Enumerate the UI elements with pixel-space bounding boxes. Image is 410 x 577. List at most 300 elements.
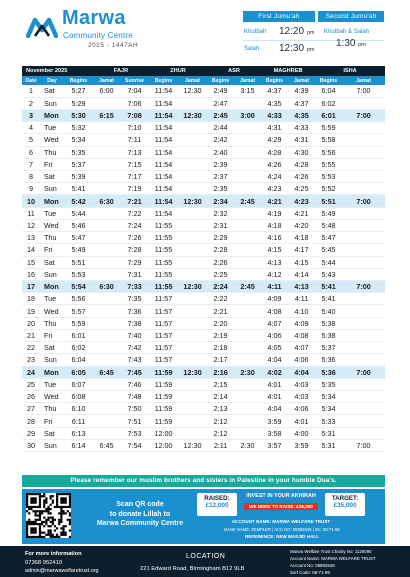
table-cell: 11:54 bbox=[149, 146, 178, 158]
table-cell: 5:38 bbox=[315, 329, 342, 341]
table-cell: 5:53 bbox=[315, 171, 342, 183]
table-cell: 7:43 bbox=[120, 354, 149, 366]
table-cell: 6:02 bbox=[64, 342, 93, 354]
table-cell: 5:49 bbox=[315, 207, 342, 219]
table-cell: 7:26 bbox=[120, 232, 149, 244]
maghreb-heading: MAGHREB bbox=[261, 66, 315, 76]
table-cell: 2:42 bbox=[207, 134, 234, 146]
table-cell: 12:00 bbox=[149, 439, 178, 451]
table-cell: 5:39 bbox=[64, 171, 93, 183]
table-cell: 11:55 bbox=[149, 281, 178, 293]
qr-code[interactable] bbox=[26, 493, 71, 538]
table-cell: 25 bbox=[22, 378, 40, 390]
table-row bbox=[22, 256, 385, 268]
table-cell: 15 bbox=[22, 256, 40, 268]
table-cell: 7:51 bbox=[120, 415, 149, 427]
table-cell bbox=[342, 244, 385, 256]
table-cell bbox=[178, 342, 207, 354]
table-cell bbox=[234, 146, 261, 158]
table-cell: 4:06 bbox=[261, 329, 288, 341]
table-cell: 5:52 bbox=[315, 183, 342, 195]
table-cell: 4:21 bbox=[288, 207, 315, 219]
table-cell: 12 bbox=[22, 219, 40, 231]
table-cell bbox=[342, 378, 385, 390]
table-cell: 5:53 bbox=[64, 268, 93, 280]
table-cell bbox=[234, 329, 261, 341]
table-cell: 13 bbox=[22, 232, 40, 244]
phone-number[interactable]: 07368 952410 bbox=[25, 560, 63, 566]
table-cell: Wed bbox=[40, 390, 64, 402]
table-cell: 11:59 bbox=[149, 403, 178, 415]
table-cell: 5:34 bbox=[315, 390, 342, 402]
table-cell bbox=[178, 329, 207, 341]
raised-label: RAISED: bbox=[204, 495, 230, 502]
table-cell: 4:26 bbox=[261, 158, 288, 170]
table-cell: 7:38 bbox=[120, 317, 149, 329]
table-cell: 18 bbox=[22, 293, 40, 305]
table-cell: 1 bbox=[22, 85, 40, 97]
table-cell: 2:32 bbox=[207, 207, 234, 219]
table-cell: 4:16 bbox=[261, 232, 288, 244]
table-cell: 6 bbox=[22, 146, 40, 158]
table-cell: 11:54 bbox=[149, 122, 178, 134]
table-cell bbox=[342, 207, 385, 219]
table-cell: 6:05 bbox=[64, 366, 93, 378]
table-cell: 3:58 bbox=[261, 427, 288, 439]
table-cell: 6:45 bbox=[93, 439, 120, 451]
table-cell: 5:36 bbox=[315, 366, 342, 378]
table-cell: 11:54 bbox=[149, 109, 178, 121]
table-cell: 6:07 bbox=[64, 378, 93, 390]
table-cell: Wed bbox=[40, 305, 64, 317]
table-cell: 2:26 bbox=[207, 256, 234, 268]
table-cell bbox=[234, 317, 261, 329]
table-cell: 4:07 bbox=[261, 317, 288, 329]
second-jumuah-time: 1:30 pm bbox=[336, 38, 366, 49]
table-cell bbox=[234, 378, 261, 390]
table-cell: 4:24 bbox=[261, 171, 288, 183]
table-cell: 2:12 bbox=[207, 415, 234, 427]
table-cell: Sat bbox=[40, 427, 64, 439]
table-cell: 5:34 bbox=[315, 403, 342, 415]
table-cell bbox=[178, 403, 207, 415]
table-cell: 4:01 bbox=[288, 415, 315, 427]
table-cell bbox=[93, 268, 120, 280]
table-row bbox=[22, 109, 385, 121]
table-cell bbox=[178, 378, 207, 390]
table-cell: 5:35 bbox=[64, 146, 93, 158]
table-row bbox=[22, 317, 385, 329]
table-row bbox=[22, 427, 385, 439]
table-cell: 6:13 bbox=[64, 427, 93, 439]
khutbah-label: Khutbah bbox=[244, 29, 267, 35]
salah-time: 12:30 pm bbox=[279, 43, 315, 54]
info-title: For more information bbox=[25, 551, 82, 557]
table-cell: 4:23 bbox=[261, 183, 288, 195]
table-cell: 11 bbox=[22, 207, 40, 219]
table-cell bbox=[178, 244, 207, 256]
table-cell: 2:40 bbox=[207, 146, 234, 158]
table-cell: Tue bbox=[40, 378, 64, 390]
table-cell bbox=[234, 268, 261, 280]
table-cell bbox=[93, 256, 120, 268]
table-cell: 5:29 bbox=[64, 97, 93, 109]
table-cell: Sun bbox=[40, 183, 64, 195]
table-cell: 4:35 bbox=[261, 97, 288, 109]
table-cell: 5:55 bbox=[315, 158, 342, 170]
table-cell: 3:00 bbox=[234, 109, 261, 121]
table-row bbox=[22, 366, 385, 378]
table-cell: 4:33 bbox=[288, 122, 315, 134]
table-cell bbox=[93, 122, 120, 134]
table-cell: 4:04 bbox=[261, 403, 288, 415]
table-cell: 3:59 bbox=[261, 415, 288, 427]
table-cell: 5:36 bbox=[315, 354, 342, 366]
qr-text-line: to donate Lillah to bbox=[109, 510, 171, 518]
table-cell bbox=[93, 403, 120, 415]
table-cell: 2:35 bbox=[207, 183, 234, 195]
table-cell: 2:45 bbox=[234, 281, 261, 293]
table-cell: 7:22 bbox=[120, 207, 149, 219]
table-cell: 12:30 bbox=[178, 366, 207, 378]
table-cell bbox=[234, 390, 261, 402]
table-cell bbox=[93, 183, 120, 195]
table-cell: Sat bbox=[40, 256, 64, 268]
table-cell bbox=[342, 317, 385, 329]
table-cell: 2:17 bbox=[207, 354, 234, 366]
table-cell: 7:00 bbox=[342, 366, 385, 378]
table-cell: Mon bbox=[40, 281, 64, 293]
table-cell: 7:54 bbox=[120, 439, 149, 451]
table-cell: 2:18 bbox=[207, 342, 234, 354]
table-cell: 5:56 bbox=[64, 293, 93, 305]
table-cell: 8 bbox=[22, 171, 40, 183]
table-row bbox=[22, 378, 385, 390]
table-cell: 4:01 bbox=[261, 378, 288, 390]
table-cell: 11:54 bbox=[149, 134, 178, 146]
table-cell bbox=[93, 134, 120, 146]
column-header: Sunrise bbox=[120, 76, 149, 85]
table-cell: 5:41 bbox=[64, 183, 93, 195]
column-header: Jamat bbox=[93, 76, 120, 85]
table-cell: 4:04 bbox=[261, 354, 288, 366]
table-cell: 2:21 bbox=[207, 305, 234, 317]
table-cell: 5:51 bbox=[315, 195, 342, 207]
table-cell: 2:13 bbox=[207, 403, 234, 415]
charity-number: Marwa Welfare Trust Charity No: 1129090 bbox=[290, 549, 372, 554]
table-cell: Mon bbox=[40, 195, 64, 207]
table-cell: 9 bbox=[22, 183, 40, 195]
table-cell bbox=[93, 390, 120, 402]
table-cell: 7:15 bbox=[120, 158, 149, 170]
table-row bbox=[22, 146, 385, 158]
table-cell bbox=[234, 256, 261, 268]
table-cell bbox=[234, 97, 261, 109]
table-cell: 11:55 bbox=[149, 256, 178, 268]
table-cell: Thu bbox=[40, 403, 64, 415]
table-cell: 5:38 bbox=[315, 317, 342, 329]
table-cell: 7:53 bbox=[120, 427, 149, 439]
table-row bbox=[22, 134, 385, 146]
table-cell: 11:57 bbox=[149, 317, 178, 329]
table-cell: 4:19 bbox=[261, 207, 288, 219]
table-cell bbox=[234, 122, 261, 134]
table-cell: 5:41 bbox=[315, 281, 342, 293]
table-cell: 4:11 bbox=[261, 281, 288, 293]
table-cell: Sat bbox=[40, 342, 64, 354]
table-cell: 7:11 bbox=[120, 134, 149, 146]
table-cell: 10 bbox=[22, 195, 40, 207]
table-cell bbox=[234, 354, 261, 366]
table-cell: 7:19 bbox=[120, 183, 149, 195]
table-cell: Thu bbox=[40, 317, 64, 329]
palestine-banner: Please remember our muslim brothers and sisters in Palestine in your humble Dua's. bbox=[22, 475, 385, 487]
table-cell: 11:57 bbox=[149, 354, 178, 366]
table-cell: 5:32 bbox=[64, 122, 93, 134]
table-cell bbox=[342, 403, 385, 415]
table-cell: 4:17 bbox=[288, 244, 315, 256]
table-cell: 6:30 bbox=[93, 195, 120, 207]
table-cell: 5:47 bbox=[64, 232, 93, 244]
zhur-heading: ZHUR bbox=[149, 66, 207, 76]
table-cell: 12:30 bbox=[178, 85, 207, 97]
footer-account-number: Account No: 08892848 bbox=[290, 563, 335, 568]
table-cell: Fri bbox=[40, 415, 64, 427]
table-cell: Mon bbox=[40, 109, 64, 121]
table-cell: 7:46 bbox=[120, 378, 149, 390]
table-cell: 4:11 bbox=[288, 293, 315, 305]
table-cell: 4:31 bbox=[261, 122, 288, 134]
table-cell: 12:00 bbox=[149, 427, 178, 439]
table-cell: 11:55 bbox=[149, 219, 178, 231]
table-cell: 7:42 bbox=[120, 342, 149, 354]
table-cell: 11:54 bbox=[149, 97, 178, 109]
table-cell bbox=[342, 97, 385, 109]
raised-box bbox=[197, 493, 237, 516]
table-cell: 5:45 bbox=[315, 244, 342, 256]
table-cell: 3:57 bbox=[261, 439, 288, 451]
column-header: Date bbox=[22, 76, 40, 85]
address: 221 Edward Road, Birmingham B12 9LB bbox=[140, 566, 245, 572]
table-cell bbox=[342, 232, 385, 244]
table-cell: Tue bbox=[40, 207, 64, 219]
table-cell: 11:55 bbox=[149, 244, 178, 256]
table-cell: 7:17 bbox=[120, 171, 149, 183]
table-cell: 6:10 bbox=[64, 403, 93, 415]
table-cell: 2:12 bbox=[207, 427, 234, 439]
target-box bbox=[325, 493, 365, 516]
table-cell: 5:54 bbox=[64, 281, 93, 293]
table-cell: 29 bbox=[22, 427, 40, 439]
table-row bbox=[22, 329, 385, 341]
table-cell bbox=[234, 207, 261, 219]
table-cell bbox=[234, 134, 261, 146]
table-cell bbox=[93, 354, 120, 366]
table-cell bbox=[342, 158, 385, 170]
column-header: Begins bbox=[207, 76, 234, 85]
table-cell: 4:18 bbox=[261, 219, 288, 231]
table-cell: Sun bbox=[40, 439, 64, 451]
table-row bbox=[22, 354, 385, 366]
table-cell: 14 bbox=[22, 244, 40, 256]
table-cell: 11:54 bbox=[149, 195, 178, 207]
table-row bbox=[22, 195, 385, 207]
table-cell: 4:03 bbox=[288, 390, 315, 402]
table-cell: Wed bbox=[40, 219, 64, 231]
table-cell: 24 bbox=[22, 366, 40, 378]
table-cell: 2:45 bbox=[234, 195, 261, 207]
table-cell: 4:08 bbox=[288, 329, 315, 341]
table-cell: 19 bbox=[22, 305, 40, 317]
table-cell: 5:46 bbox=[64, 219, 93, 231]
table-cell bbox=[178, 158, 207, 170]
table-cell: 5 bbox=[22, 134, 40, 146]
table-cell: 7:31 bbox=[120, 268, 149, 280]
table-cell bbox=[234, 219, 261, 231]
email-link[interactable]: admin@marwawelfaretrust.org bbox=[25, 568, 99, 574]
table-cell: 12:30 bbox=[178, 281, 207, 293]
table-cell: 4:37 bbox=[288, 97, 315, 109]
table-cell: 16 bbox=[22, 268, 40, 280]
table-cell bbox=[342, 415, 385, 427]
table-cell: 6:08 bbox=[64, 390, 93, 402]
table-cell: 4:13 bbox=[288, 281, 315, 293]
khutbah-time: 12:20 pm bbox=[279, 26, 315, 37]
table-cell: 5:31 bbox=[315, 427, 342, 439]
table-cell bbox=[342, 256, 385, 268]
table-cell bbox=[234, 293, 261, 305]
table-cell: 6:45 bbox=[93, 366, 120, 378]
table-cell: 4:09 bbox=[261, 293, 288, 305]
table-cell: 7:36 bbox=[120, 305, 149, 317]
table-cell bbox=[234, 415, 261, 427]
table-cell: 11:54 bbox=[149, 207, 178, 219]
table-cell: 5:44 bbox=[64, 207, 93, 219]
column-header: Begins bbox=[149, 76, 178, 85]
table-cell bbox=[178, 317, 207, 329]
table-cell: Sun bbox=[40, 268, 64, 280]
table-cell bbox=[93, 207, 120, 219]
table-cell bbox=[93, 378, 120, 390]
column-header: Begins bbox=[64, 76, 93, 85]
table-cell: 4:00 bbox=[288, 427, 315, 439]
table-row bbox=[22, 390, 385, 402]
marwa-logo-icon bbox=[26, 14, 58, 38]
table-cell bbox=[178, 427, 207, 439]
table-cell bbox=[342, 134, 385, 146]
qr-code-icon bbox=[26, 493, 71, 538]
table-cell: 6:14 bbox=[64, 439, 93, 451]
table-cell: 4:21 bbox=[261, 195, 288, 207]
donation-panel bbox=[22, 489, 385, 544]
table-cell bbox=[178, 146, 207, 158]
table-cell: 5:48 bbox=[315, 219, 342, 231]
table-cell: 2:44 bbox=[207, 122, 234, 134]
table-row bbox=[22, 403, 385, 415]
table-cell: 5:27 bbox=[64, 85, 93, 97]
salah-label: Salah: bbox=[244, 46, 262, 52]
table-row bbox=[22, 342, 385, 354]
account-name: ACCOUNT NAME: MARWA WELFARE TRUST bbox=[231, 519, 331, 524]
table-cell: 2:20 bbox=[207, 317, 234, 329]
table-cell bbox=[93, 158, 120, 170]
second-jumuah-heading: Second Jumu'ah bbox=[318, 11, 384, 22]
table-cell: 4:31 bbox=[288, 134, 315, 146]
table-cell: 4:29 bbox=[261, 134, 288, 146]
table-cell: 12:30 bbox=[178, 109, 207, 121]
table-cell: 5:47 bbox=[315, 232, 342, 244]
table-cell bbox=[234, 232, 261, 244]
invest-title: INVEST IN YOUR AKHIRAH bbox=[246, 493, 316, 499]
table-cell: 2:15 bbox=[207, 378, 234, 390]
table-cell: 12:30 bbox=[178, 195, 207, 207]
table-row bbox=[22, 122, 385, 134]
table-cell: 7:00 bbox=[342, 109, 385, 121]
table-cell bbox=[342, 146, 385, 158]
asr-heading: ASR bbox=[207, 66, 261, 76]
table-cell: 4:26 bbox=[288, 171, 315, 183]
table-cell: 4:04 bbox=[288, 366, 315, 378]
table-cell: 7:00 bbox=[342, 439, 385, 451]
table-cell bbox=[178, 354, 207, 366]
table-cell bbox=[342, 354, 385, 366]
table-row bbox=[22, 183, 385, 195]
table-cell: 6:30 bbox=[93, 281, 120, 293]
table-cell: 5:31 bbox=[315, 439, 342, 451]
table-cell: 6:04 bbox=[64, 354, 93, 366]
table-cell: 27 bbox=[22, 403, 40, 415]
table-cell bbox=[234, 183, 261, 195]
table-cell: 4:15 bbox=[261, 244, 288, 256]
location-title: LOCATION bbox=[186, 553, 226, 560]
table-cell: 11:55 bbox=[149, 268, 178, 280]
table-row bbox=[22, 415, 385, 427]
table-cell: 6:01 bbox=[315, 109, 342, 121]
table-cell: 11:59 bbox=[149, 378, 178, 390]
table-cell bbox=[342, 293, 385, 305]
table-cell: 2:39 bbox=[207, 158, 234, 170]
table-cell bbox=[93, 219, 120, 231]
table-cell: 4:01 bbox=[261, 390, 288, 402]
table-row bbox=[22, 171, 385, 183]
table-cell: 12:30 bbox=[178, 439, 207, 451]
table-cell: 4:15 bbox=[288, 256, 315, 268]
table-cell bbox=[178, 268, 207, 280]
table-cell bbox=[93, 329, 120, 341]
table-cell bbox=[342, 171, 385, 183]
raised-amount: £12,000 bbox=[205, 502, 229, 509]
brand-subtitle: Community Centre bbox=[63, 31, 133, 40]
table-cell bbox=[342, 122, 385, 134]
table-cell: 7:00 bbox=[342, 85, 385, 97]
footer bbox=[0, 546, 410, 577]
table-cell: 2:16 bbox=[207, 366, 234, 378]
table-cell: 2:37 bbox=[207, 171, 234, 183]
table-cell: 5:44 bbox=[315, 256, 342, 268]
table-cell: Thu bbox=[40, 146, 64, 158]
table-cell: 5:42 bbox=[64, 195, 93, 207]
table-cell: 2:19 bbox=[207, 329, 234, 341]
table-cell: 2:14 bbox=[207, 390, 234, 402]
table-cell bbox=[178, 134, 207, 146]
table-cell: 2:29 bbox=[207, 232, 234, 244]
qr-text-line: Marwa Community Centre bbox=[96, 520, 184, 528]
table-cell bbox=[93, 342, 120, 354]
table-cell bbox=[178, 232, 207, 244]
table-cell: 5:59 bbox=[64, 317, 93, 329]
table-cell: 2:28 bbox=[207, 244, 234, 256]
table-cell: 2:47 bbox=[207, 97, 234, 109]
